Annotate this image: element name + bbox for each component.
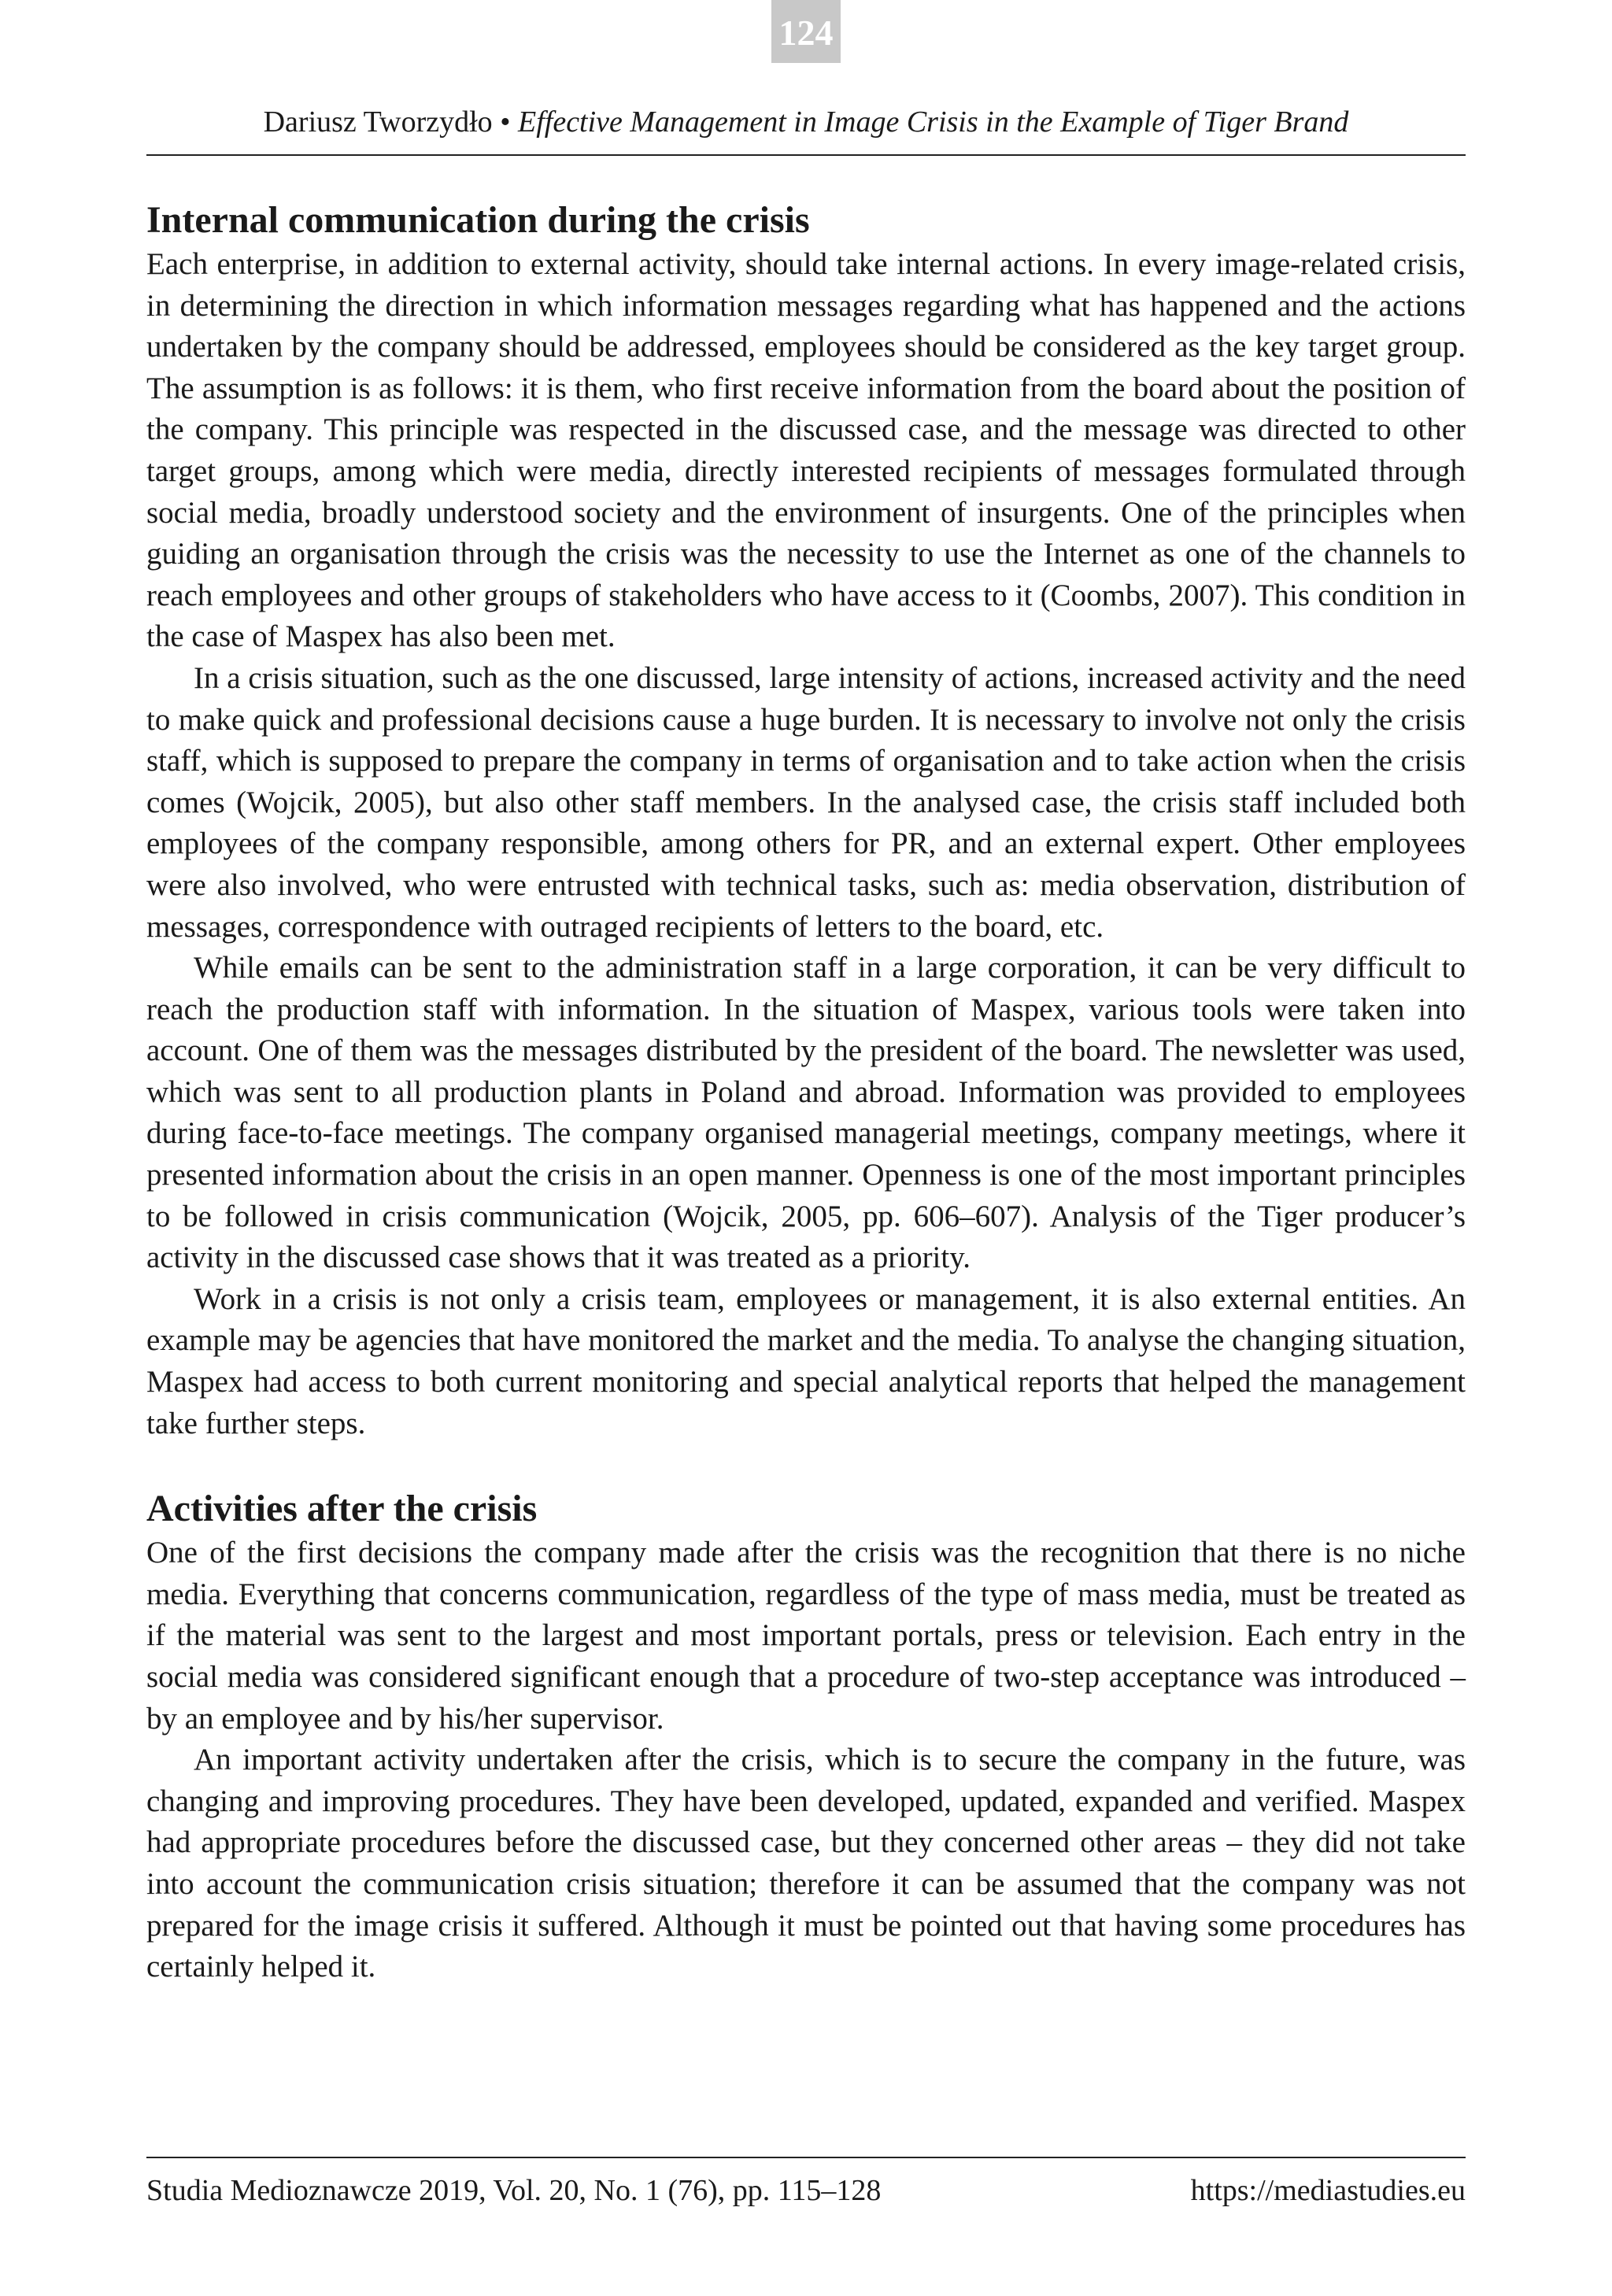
footer-rule xyxy=(146,2157,1466,2158)
paragraph: In a crisis situation, such as the one discussed, large intensity of actions, increased activity and the need to make quick and professional decisions cause a huge burden. It is necessary to involve not only the crisis staff, which is supposed to prepare the company in terms of organisation and to take action when the crisis comes (Wojcik, 2005), but also other staff members. In the analysed case, the crisis staff included both employees of the company responsible, among others for PR, and an external expert. Other employees were also involved, who were entrusted with technical tasks, such as: media observation, distribution of messages, correspondence with outraged recipients of letters to the board, etc. xyxy=(146,660,1466,944)
paragraph: One of the first decisions the company made after the crisis was the recognition that there is no niche media. Everything that concerns communication, regardless of the type of mass media, must be treated as if the material was sent to the largest and most important portals, press or television. Each entry in the social media was considered significant enough that a procedure of two-step acceptance was introduced – by an employee and by his/her supervisor. xyxy=(146,1536,1466,1736)
section-heading-internal-communication: Internal communication during the crisis xyxy=(146,199,810,241)
section-heading-activities-after-crisis: Activities after the crisis xyxy=(146,1488,538,1530)
running-head-author: Dariusz Tworzydło xyxy=(263,105,493,139)
running-head-title: Effective Management in Image Crisis in the Example of Tiger Brand xyxy=(518,105,1349,139)
paragraph: An important activity undertaken after the crisis, which is to secure the company in the future, was changing and improving procedures. They have been developed, updated, expanded and verified. Maspex had appropriate procedures before the discussed case, but they concerned other areas – they did not take into account the communication crisis situation; therefore it can be assumed that the company was not prepared for the image crisis it suffered. Although it must be pointed out that having some procedures has certainly helped it. xyxy=(146,1743,1466,1984)
running-head-separator: • xyxy=(500,105,511,139)
footer-url[interactable]: https://mediastudies.eu xyxy=(1190,2174,1466,2207)
article-body xyxy=(146,197,1466,1988)
running-head xyxy=(146,102,1466,142)
header-rule xyxy=(146,154,1466,156)
paragraph: While emails can be sent to the administration staff in a large corporation, it can be very difficult to reach the production staff with information. In the situation of Maspex, various tools were taken into account. One of them was the messages distributed by the president of the board. The newsletter was used, which was sent to all production plants in Poland and abroad. Information was provided to employees during face-to-face meetings. The company organised managerial meetings, company meetings, where it presented information about the crisis in an open manner. Openness is one of the most important principles to be followed in crisis communication (Wojcik, 2005, pp. 606–607). Analysis of the Tiger producer’s activity in the discussed case shows that it was treated as a priority. xyxy=(146,951,1466,1275)
paragraph: Each enterprise, in addition to external activity, should take internal actions. In every image-related crisis, in determining the direction in which information messages regarding what has happened and the actions undertaken by the company should be addressed, employees should be considered as the key target group. The assumption is as follows: it is them, who first receive information from the board about the position of the company. This principle was respected in the discussed case, and the message was directed to other target groups, among which were media, directly interested recipients of messages formulated through social media, broadly understood society and the environment of insurgents. One of the principles when guiding an organisation through the crisis was the necessity to use the Internet as one of the channels to reach employees and other groups of stakeholders who have access to it (Coombs, 2007). This condition in the case of Maspex has also been met. xyxy=(146,247,1466,654)
footer-journal: Studia Medioznawcze 2019, Vol. 20, No. 1 (76), pp. 115–128 xyxy=(146,2174,882,2207)
page-number: 124 xyxy=(771,0,841,63)
paragraph: Work in a crisis is not only a crisis team, employees or management, it is also external entities. An example may be agencies that have monitored the market and the media. To analyse the changing situation, Maspex had access to both current monitoring and special analytical reports that helped the management take further steps. xyxy=(146,1281,1466,1440)
